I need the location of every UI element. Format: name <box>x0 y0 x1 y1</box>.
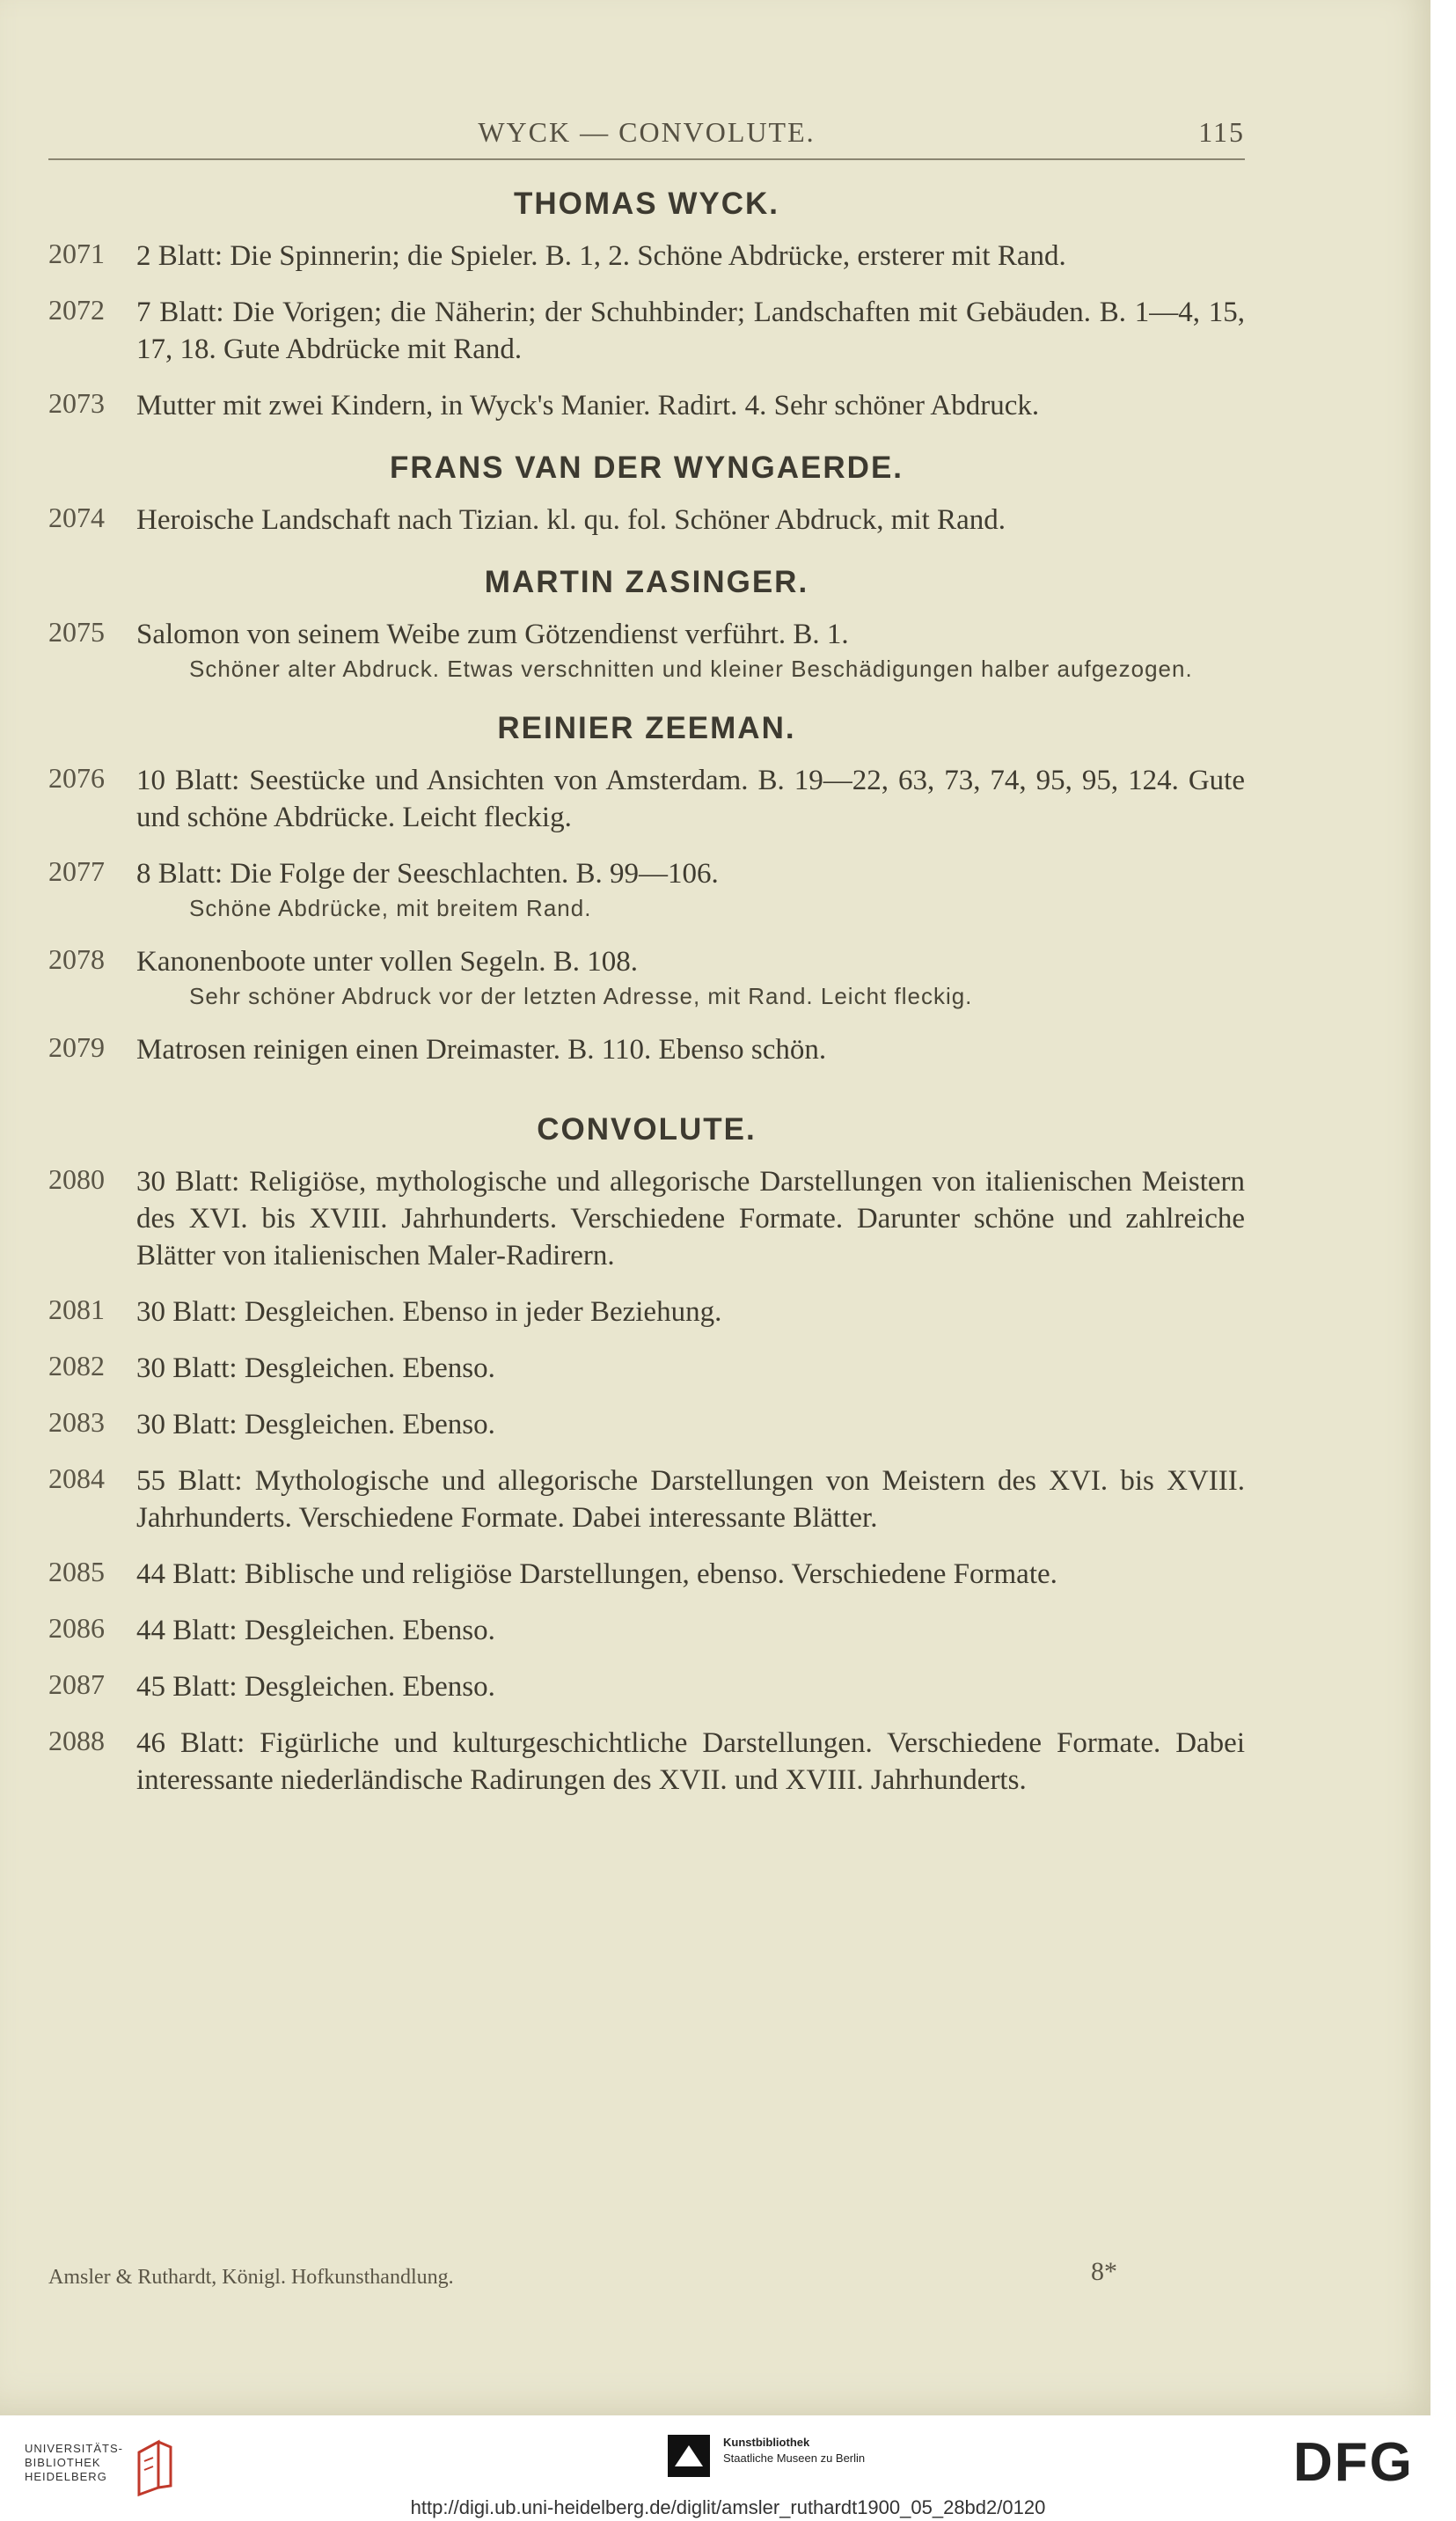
entry-number: 2078 <box>48 943 105 975</box>
entry-text: 45 Blatt: Desgleichen. Ebenso. <box>136 1671 495 1703</box>
university-library-label: UNIVERSITÄTS- BIBLIOTHEK HEIDELBERG <box>25 2442 123 2483</box>
catalog-entry <box>48 1668 1245 1705</box>
entry-text: 46 Blatt: Figürliche und kulturgeschichtliche Darstellungen. Verschiedene Formate. Dabei interessante niederländische Radirungen des XVII. und XVIII. Jahrhunderts. <box>136 1727 1245 1796</box>
section-title: REINIER ZEEMAN. <box>497 711 796 745</box>
catalog-entry <box>48 1406 1245 1443</box>
entry-number: 2081 <box>48 1293 105 1325</box>
entry-number: 2088 <box>48 1725 105 1756</box>
entry-text: Mutter mit zwei Kindern, in Wyck's Manier. Radirt. 4. Sehr schöner Abdruck. <box>136 390 1040 421</box>
running-head <box>48 106 1245 160</box>
entry-text: 30 Blatt: Desgleichen. Ebenso in jeder Beziehung. <box>136 1296 722 1328</box>
entry-number: 2074 <box>48 502 105 533</box>
entry-text: 7 Blatt: Die Vorigen; die Näherin; der Schuhbinder; Landschaften mit Gebäuden. B. 1—4, 15, 17, 18. Gute Abdrücke mit Rand. <box>136 297 1245 365</box>
entry-number: 2083 <box>48 1406 105 1438</box>
section-title: FRANS VAN DER WYNGAERDE. <box>389 451 904 485</box>
entry-number: 2085 <box>48 1556 105 1587</box>
kunstbibliothek-logo-icon <box>664 2431 713 2481</box>
entry-text: 30 Blatt: Desgleichen. Ebenso. <box>136 1352 495 1384</box>
entry-number: 2073 <box>48 387 105 419</box>
entry-text: 8 Blatt: Die Folge der Seeschlachten. B. 99—106. <box>136 858 719 890</box>
entry-number: 2071 <box>48 238 105 269</box>
kunstbibliothek-label: Kunstbibliothek Staatliche Museen zu Berlin <box>723 2436 866 2465</box>
entry-text: Kanonenboote unter vollen Segeln. B. 108. <box>136 946 639 978</box>
page-footer <box>48 2257 1245 2301</box>
catalog-entry <box>48 238 1245 275</box>
entry-text: 55 Blatt: Mythologische und allegorische Darstellungen von Meistern des XVI. bis XVIII. Jahrhunderts. Verschiedene Formate. Dabei interessante Blätter. <box>136 1465 1245 1534</box>
catalog-entry <box>48 616 1245 685</box>
entry-number: 2084 <box>48 1462 105 1494</box>
section-title: CONVOLUTE. <box>537 1112 757 1147</box>
entry-text: 44 Blatt: Desgleichen. Ebenso. <box>136 1615 495 1646</box>
entry-text: Heroische Landschaft nach Tizian. kl. qu. fol. Schöner Abdruck, mit Rand. <box>136 504 1006 536</box>
catalog-entry <box>48 1725 1245 1799</box>
digitization-bar <box>0 2415 1456 2521</box>
running-head-title: WYCK — CONVOLUTE. <box>478 116 816 148</box>
catalog-entry <box>48 1556 1245 1593</box>
entry-text: 10 Blatt: Seestücke und Ansichten von Amsterdam. B. 19—22, 63, 73, 74, 95, 95, 124. Gute und schöne Abdrücke. Leicht fleckig. <box>136 765 1245 833</box>
entry-number: 2077 <box>48 855 105 887</box>
entry-number: 2076 <box>48 762 105 794</box>
entry-text: Matrosen reinigen einen Dreimaster. B. 110. Ebenso schön. <box>136 1034 827 1066</box>
entry-text: 30 Blatt: Religiöse, mythologische und allegorische Darstellungen von italienischen Meistern des XVI. bis XVIII. Jahrhunderts. Verschiedene Formate. Darunter schöne und zahlreiche Blätter von italienischen Maler-Radirern. <box>136 1166 1245 1271</box>
page-number: 115 <box>1198 116 1245 148</box>
catalog-entry <box>48 387 1245 424</box>
section-title: THOMAS WYCK. <box>513 187 780 221</box>
catalog-entry <box>48 1612 1245 1649</box>
entry-number: 2079 <box>48 1031 105 1063</box>
catalog-entry <box>48 1350 1245 1387</box>
entry-text: 30 Blatt: Desgleichen. Ebenso. <box>136 1409 495 1440</box>
catalog-entry <box>48 1293 1245 1330</box>
catalog-entry <box>48 502 1245 539</box>
publisher-imprint: Amsler & Ruthardt, Königl. Hofkunsthandlung. <box>48 2266 454 2289</box>
entry-number: 2080 <box>48 1163 105 1195</box>
entry-number: 2072 <box>48 294 105 326</box>
entry-number: 2082 <box>48 1350 105 1381</box>
catalog-entry <box>48 943 1245 1012</box>
entry-note: Sehr schöner Abdruck vor der letzten Adresse, mit Rand. Leicht fleckig. <box>189 983 973 1009</box>
catalog-entry <box>48 1163 1245 1274</box>
catalog-entry <box>48 762 1245 836</box>
entry-number: 2075 <box>48 616 105 648</box>
catalog-entry <box>48 294 1245 368</box>
sheet-signature: 8* <box>1091 2257 1117 2286</box>
catalog-entry <box>48 855 1245 924</box>
dfg-logo: DFG <box>1293 2432 1414 2493</box>
source-url-link[interactable]: http://digi.ub.uni-heidelberg.de/diglit/amsler_ruthardt1900_05_28bd2/0120 <box>410 2496 1046 2518</box>
entry-number: 2086 <box>48 1612 105 1644</box>
catalog-entry <box>48 1031 1245 1068</box>
entry-number: 2087 <box>48 1668 105 1700</box>
entry-note: Schöne Abdrücke, mit breitem Rand. <box>189 895 592 921</box>
entry-text: 44 Blatt: Biblische und religiöse Darstellungen, ebenso. Verschiedene Formate. <box>136 1558 1057 1590</box>
entry-text: 2 Blatt: Die Spinnerin; die Spieler. B. 1, 2. Schöne Abdrücke, ersterer mit Rand. <box>136 240 1066 272</box>
catalog-entry <box>48 1462 1245 1536</box>
catalog-page <box>48 106 1245 1799</box>
section-title: MARTIN ZASINGER. <box>484 565 809 599</box>
university-logo-icon <box>132 2435 176 2496</box>
entry-text: Salomon von seinem Weibe zum Götzendienst verführt. B. 1. <box>136 619 849 650</box>
entry-note: Schöner alter Abdruck. Etwas verschnitten und kleiner Beschädigungen halber aufgezogen. <box>189 656 1193 682</box>
